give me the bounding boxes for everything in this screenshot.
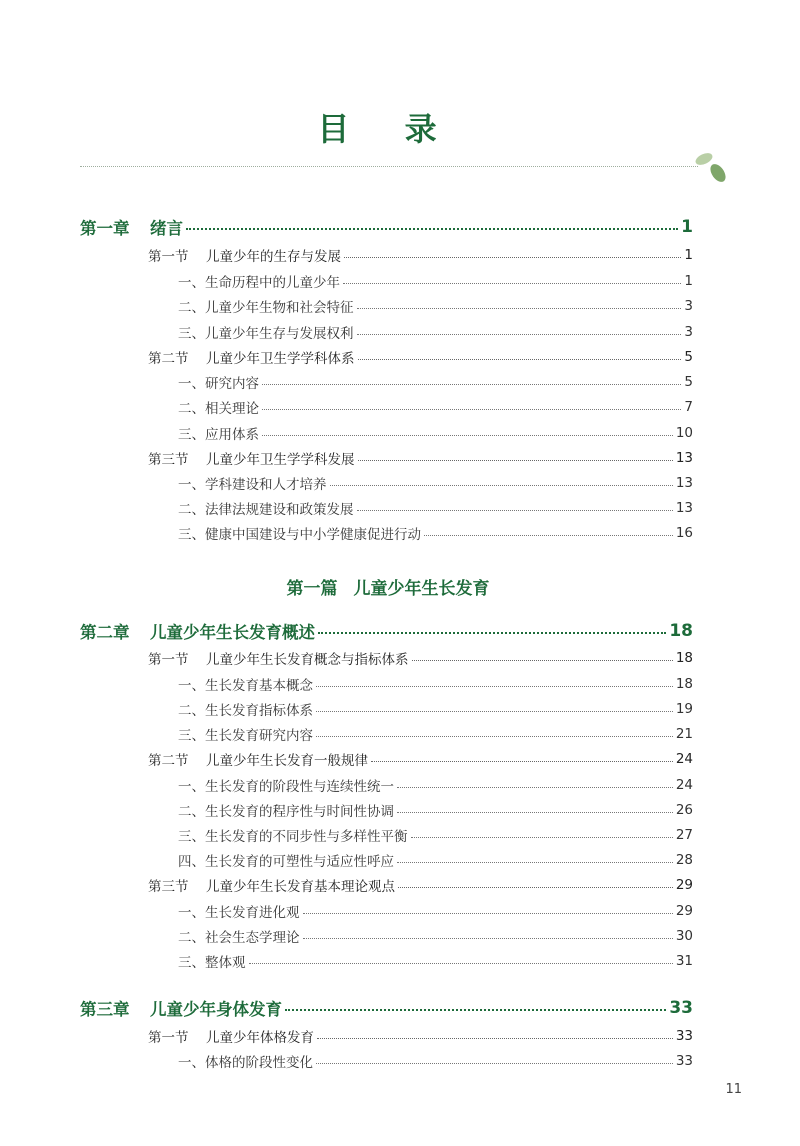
section-number: 第三节 — [148, 452, 189, 468]
toc-item-row[interactable] — [178, 824, 693, 846]
toc-item-row[interactable] — [178, 673, 693, 695]
toc-section-row[interactable] — [148, 1025, 693, 1047]
chapter-number: 第一章 — [80, 219, 130, 238]
leader-dots — [262, 384, 681, 385]
leader-dots — [358, 460, 673, 461]
toc-item-row[interactable] — [178, 950, 693, 972]
part-title: 儿童少年生长发育 — [353, 579, 490, 599]
page-ref: 18 — [675, 650, 693, 666]
page-ref: 1 — [684, 273, 693, 289]
item-title: 二、生长发育的程序性与时间性协调 — [178, 804, 394, 820]
page-ref: 13 — [675, 475, 693, 491]
page-ref: 13 — [675, 450, 693, 466]
section-number: 第一节 — [148, 652, 189, 668]
item-title: 一、体格的阶段性变化 — [178, 1055, 313, 1071]
item-title: 三、生长发育研究内容 — [178, 728, 313, 744]
item-title: 二、法律法规建设和政策发展 — [178, 502, 354, 518]
leader-dots — [249, 963, 673, 964]
toc-item-row[interactable] — [178, 723, 693, 745]
toc-section-row[interactable] — [148, 874, 693, 896]
section-title: 儿童少年生长发育概念与指标体系 — [206, 652, 409, 668]
toc-chapter-row[interactable] — [80, 216, 693, 238]
page-ref: 3 — [684, 324, 693, 340]
section-title: 儿童少年生长发育基本理论观点 — [206, 879, 395, 895]
page-ref: 16 — [675, 525, 693, 541]
toc-section-row[interactable] — [148, 447, 693, 469]
leader-dots — [358, 359, 682, 360]
part-heading[interactable] — [0, 574, 776, 599]
toc-item-row[interactable] — [178, 321, 693, 343]
page-ref: 3 — [684, 298, 693, 314]
section-number: 第一节 — [148, 249, 189, 265]
leader-dots — [344, 257, 681, 258]
leader-dots — [357, 308, 682, 309]
item-title: 三、整体观 — [178, 955, 246, 971]
toc-section-row[interactable] — [148, 244, 693, 266]
toc-item-row[interactable] — [178, 396, 693, 418]
page-title: 目 录 — [317, 110, 459, 148]
section-number: 第三节 — [148, 879, 189, 895]
toc-chapter-row[interactable] — [80, 620, 693, 642]
toc-item-row[interactable] — [178, 774, 693, 796]
page-ref: 18 — [669, 621, 693, 641]
leader-dots — [316, 686, 673, 687]
page-ref: 26 — [675, 802, 693, 818]
chapter-title: 儿童少年生长发育概述 — [150, 623, 315, 642]
item-title: 三、应用体系 — [178, 427, 259, 443]
page-ref: 10 — [675, 425, 693, 441]
page-ref: 24 — [675, 777, 693, 793]
item-title: 三、健康中国建设与中小学健康促进行动 — [178, 527, 421, 543]
item-title: 三、儿童少年生存与发展权利 — [178, 326, 354, 342]
page-ref: 30 — [675, 928, 693, 944]
toc-section-row[interactable] — [148, 346, 693, 368]
toc-item-row[interactable] — [178, 371, 693, 393]
leader-dots — [412, 660, 673, 661]
toc-item-row[interactable] — [178, 900, 693, 922]
page-ref: 21 — [675, 726, 693, 742]
page-ref: 7 — [684, 399, 693, 415]
toc-item-row[interactable] — [178, 522, 693, 544]
toc-item-row[interactable] — [178, 270, 693, 292]
toc-item-row[interactable] — [178, 698, 693, 720]
item-title: 三、生长发育的不同步性与多样性平衡 — [178, 829, 408, 845]
leader-dots — [303, 913, 673, 914]
leader-dots — [371, 761, 673, 762]
section-title: 儿童少年体格发育 — [206, 1030, 314, 1046]
item-title: 一、生命历程中的儿童少年 — [178, 275, 340, 291]
page-ref: 28 — [675, 852, 693, 868]
section-title: 儿童少年卫生学学科发展 — [206, 452, 355, 468]
leader-dots — [397, 812, 673, 813]
page-number: 11 — [725, 1082, 742, 1097]
item-title: 四、生长发育的可塑性与适应性呼应 — [178, 854, 394, 870]
page-ref: 1 — [684, 247, 693, 263]
toc-item-row[interactable] — [178, 1050, 693, 1072]
item-title: 二、儿童少年生物和社会特征 — [178, 300, 354, 316]
part-number: 第一篇 — [286, 579, 338, 599]
leader-dots — [343, 283, 681, 284]
toc-item-row[interactable] — [178, 925, 693, 947]
toc-section-row[interactable] — [148, 647, 693, 669]
page-ref: 33 — [669, 998, 693, 1018]
leader-dots — [318, 632, 666, 634]
page-ref: 31 — [675, 953, 693, 969]
page-ref: 18 — [675, 676, 693, 692]
leader-dots — [316, 711, 673, 712]
page-ref: 29 — [675, 877, 693, 893]
toc-chapter-row[interactable] — [80, 997, 693, 1019]
section-number: 第二节 — [148, 753, 189, 769]
leader-dots — [397, 787, 673, 788]
leader-dots — [285, 1009, 666, 1011]
item-title: 一、生长发育的阶段性与连续性统一 — [178, 779, 394, 795]
leader-dots — [357, 334, 682, 335]
page-ref: 1 — [681, 217, 693, 237]
leader-dots — [303, 938, 673, 939]
chapter-number: 第二章 — [80, 623, 130, 642]
leader-dots — [411, 837, 673, 838]
leader-dots — [357, 510, 673, 511]
section-number: 第一节 — [148, 1030, 189, 1046]
section-number: 第二节 — [148, 351, 189, 367]
page-ref: 33 — [675, 1053, 693, 1069]
page-ref: 5 — [684, 349, 693, 365]
chapter-number: 第三章 — [80, 1000, 130, 1019]
page-ref: 27 — [675, 827, 693, 843]
item-title: 一、生长发育基本概念 — [178, 678, 313, 694]
page-ref: 24 — [675, 751, 693, 767]
leader-dots — [397, 862, 673, 863]
section-title: 儿童少年的生存与发展 — [206, 249, 341, 265]
item-title: 一、生长发育进化观 — [178, 905, 300, 921]
item-title: 二、相关理论 — [178, 401, 259, 417]
toc-item-row[interactable] — [178, 422, 693, 444]
leader-dots — [316, 736, 673, 737]
page-ref: 33 — [675, 1028, 693, 1044]
toc-item-row[interactable] — [178, 799, 693, 821]
item-title: 二、社会生态学理论 — [178, 930, 300, 946]
leader-dots — [316, 1063, 673, 1064]
leader-dots — [262, 409, 681, 410]
leader-dots — [330, 485, 673, 486]
leader-dots — [186, 228, 678, 230]
item-title: 一、学科建设和人才培养 — [178, 477, 327, 493]
leader-dots — [424, 535, 673, 536]
page-ref: 5 — [684, 374, 693, 390]
section-title: 儿童少年生长发育一般规律 — [206, 753, 368, 769]
page-ref: 29 — [675, 903, 693, 919]
chapter-title: 绪言 — [150, 219, 183, 238]
toc-item-row[interactable] — [178, 295, 693, 317]
leader-dots — [317, 1038, 673, 1039]
leader-dots — [398, 887, 673, 888]
toc-item-row[interactable] — [178, 472, 693, 494]
toc-item-row[interactable] — [178, 849, 693, 871]
toc-item-row[interactable] — [178, 497, 693, 519]
section-title: 儿童少年卫生学学科体系 — [206, 351, 355, 367]
page-ref: 13 — [675, 500, 693, 516]
item-title: 二、生长发育指标体系 — [178, 703, 313, 719]
item-title: 一、研究内容 — [178, 376, 259, 392]
chapter-title: 儿童少年身体发育 — [150, 1000, 282, 1019]
leader-dots — [262, 435, 673, 436]
toc-section-row[interactable] — [148, 748, 693, 770]
page-ref: 19 — [675, 701, 693, 717]
